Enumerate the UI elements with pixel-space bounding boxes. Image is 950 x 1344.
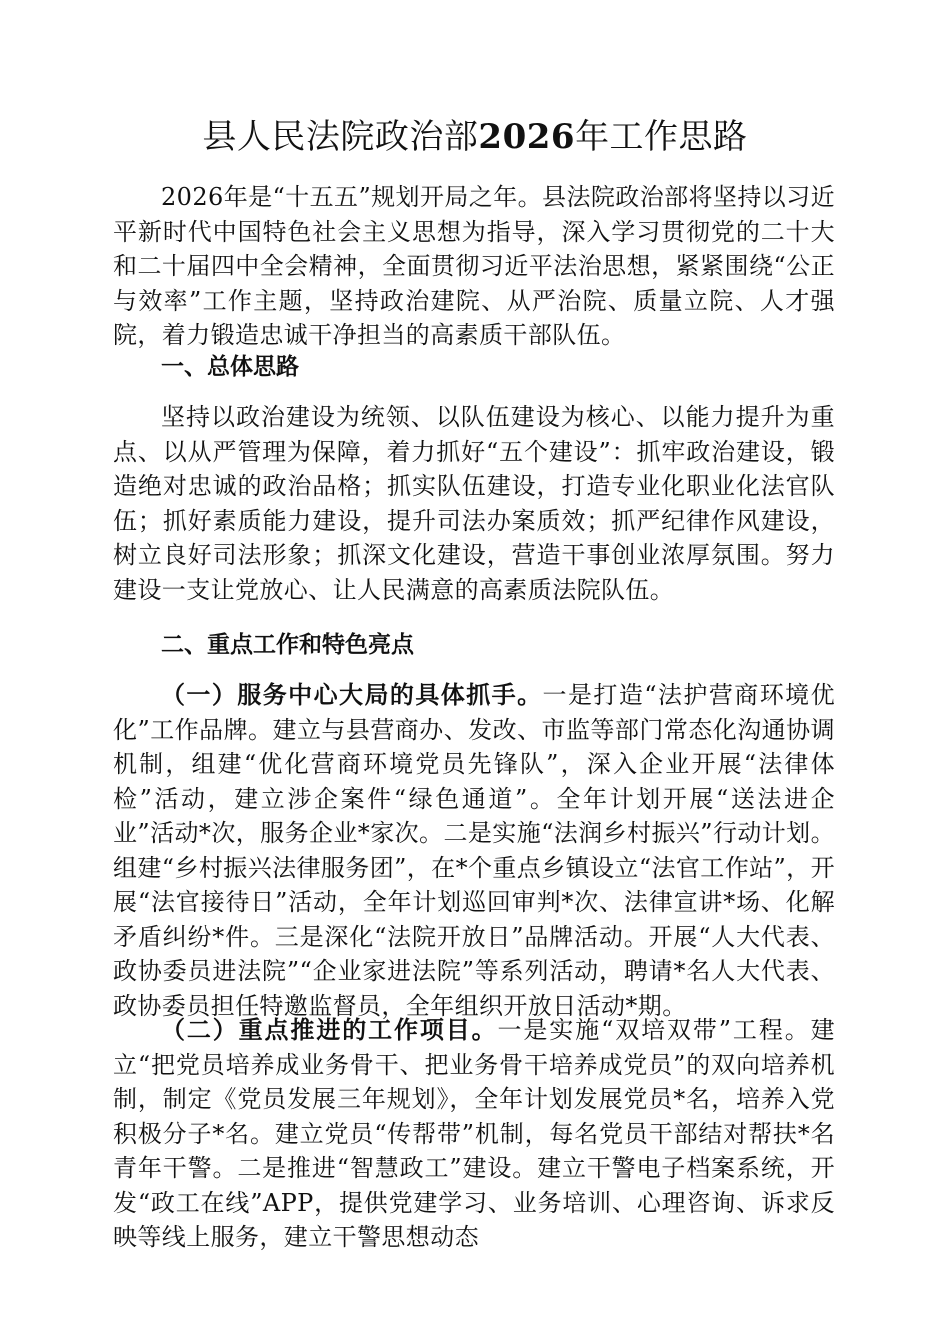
section-one-heading: 一、总体思路 bbox=[161, 354, 299, 380]
item-one-paragraph bbox=[113, 678, 835, 1023]
title-prefix: 县人民法院政治部 bbox=[202, 117, 479, 157]
item-two-body: 一是实施“双培双带”工程。建立“把党员培养成业务骨干、把业务骨干培养成党员”的双向培养机制，制定《党员发展三年规划》，全年计划发展党员*名，培养入党积极分子*名。建立党员“传帮带”机制，每名党员干部结对帮扶*名青年干警。二是推进“智慧政工”建设。建立干警电子档案系统，开发“政工在线”APP，提供党建学习、业务培训、心理咨询、诉求反映等线上服务，建立干警思想动态 bbox=[113, 1016, 835, 1251]
document-title bbox=[0, 112, 950, 162]
item-one-body: 一是打造“法护营商环境优化”工作品牌。建立与县营商办、发改、市监等部门常态化沟通协调机制，组建“优化营商环境党员先锋队”，深入企业开展“法律体检”活动，建立涉企案件“绿色通道”。全年计划开展“送法进企业”活动*次，服务企业*家次。二是实施“法润乡村振兴”行动计划。组建“乡村振兴法律服务团”，在*个重点乡镇设立“法官工作站”，开展“法官接待日”活动，全年计划巡回审判*次、法律宣讲*场、化解矛盾纠纷*件。三是深化“法院开放日”品牌活动。开展“人大代表、政协委员进法院”“企业家进法院”等系列活动，聘请*名人大代表、政协委员担任特邀监督员，全年组织开放日活动*期。 bbox=[113, 681, 835, 1020]
intro-paragraph: 2026年是“十五五”规划开局之年。县法院政治部将坚持以习近平新时代中国特色社会主义思想为指导，深入学习贯彻党的二十大和二十届四中全会精神，全面贯彻习近平法治思想，紧紧围绕“公正与效率”工作主题，坚持政治建院、从严治院、质量立院、人才强院，着力锻造忠诚干净担当的高素质干部队伍。 bbox=[113, 183, 835, 349]
item-two-paragraph bbox=[113, 1013, 835, 1255]
title-year: 2026 bbox=[478, 117, 576, 157]
section-one-paragraph: 坚持以政治建设为统领、以队伍建设为核心、以能力提升为重点、以从严管理为保障，着力抓好“五个建设”：抓牢政治建设，锻造绝对忠诚的政治品格；抓实队伍建设，打造专业化职业化法官队伍；抓好素质能力建设，提升司法办案质效；抓严纪律作风建设，树立良好司法形象；抓深文化建设，营造干事创业浓厚氛围。努力建设一支让党放心、让人民满意的高素质法院队伍。 bbox=[113, 403, 835, 604]
item-two-lead: （二）重点推进的工作项目。 bbox=[161, 1016, 498, 1044]
item-one-lead: （一）服务中心大局的具体抓手。 bbox=[161, 681, 543, 709]
title-suffix: 年工作思路 bbox=[575, 117, 748, 157]
section-two-heading: 二、重点工作和特色亮点 bbox=[161, 632, 414, 658]
